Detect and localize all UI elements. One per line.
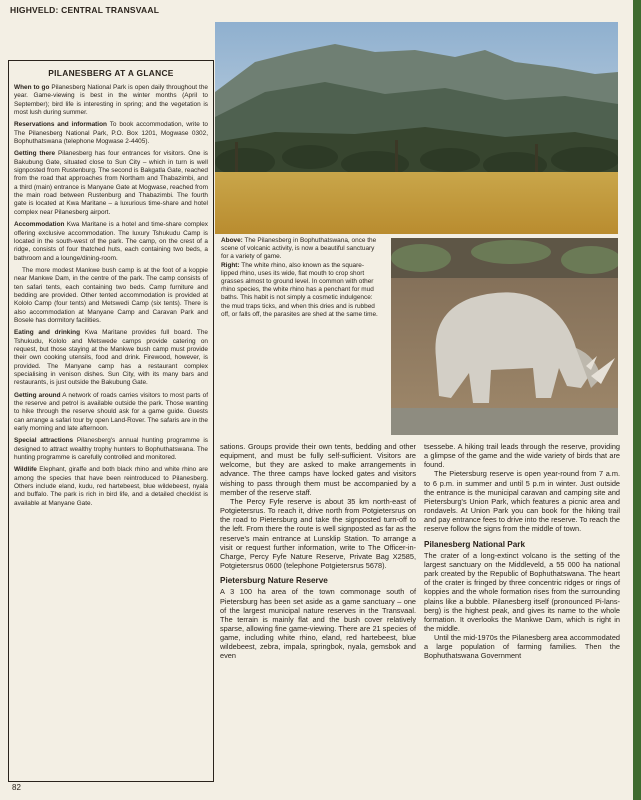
paragraph: Until the mid-1970s the Pilanesberg area accommodated a large population of farming families. Then the Bophuthatswana Government xyxy=(424,633,620,661)
photo-caption xyxy=(221,237,381,319)
sidebar-getting-around: Getting around A network of roads carries visitors to most parts of the reserve and petrol is available outside the park. Those wanting to hike through the reserve should ask for a game guide. Guests can arrange a safari tour by open Land-Rover. The safaris are in the early morning and late afternoon. xyxy=(14,391,208,433)
paragraph: The crater of a long-extinct volcano is the setting of the largest sanctuary on the Middleveld, a 55 000 ha national park created by the Republic of Bophuthatswana. The heart of the crater is fringed by three concentric ridges or rings of koppies and the whole formation rises from the surrounding plains like a bubble. Pilanesberg itself (pronounced Pi-lans-berg) is the highest peak, and gives its name to the whole formation. It overlooks the Mankwe Dam, which is right in the middle. xyxy=(424,550,620,633)
at-a-glance-sidebar xyxy=(8,60,214,782)
sidebar-reservations: Reservations and information To book accommodation, write to The Pilanesberg National Park, P.O. Box 1201, Mogwase 0302, Bophuthatswana (telephone Mogwase 2-4405). xyxy=(14,121,209,146)
sidebar-title: PILANESBERG AT A GLANCE xyxy=(48,68,174,78)
paragraph: The Percy Fyfe reserve is about 35 km north-east of Potgietersrus. To reach it, drive north from Potgietersrus on the road to Pietersburg and take the signposted turn-off to the left. From there the route is well signposted as far as the reserve's main entrance at Lunsklip Station. To arrange a visit or request further information, write to The Officer-in-Charge, Percy Fyfe Nature Reserve, Private Bag X2585, Potgietersrus 0600 (telephone Potgietersrus 5678). xyxy=(220,496,416,571)
paragraph: sations. Groups provide their own tents, bedding and other equipment, and must be fully self-sufficient. Visitors are welcome, but they are asked to make arrangements in advance. The three camps have locked gates and visitors wishing to pass through them must be accompanied by a member of the reserve staff. xyxy=(220,442,416,497)
edge-color-tab xyxy=(633,0,641,800)
caption-right-label: Right: xyxy=(221,261,240,269)
sidebar-getting-there: Getting there Pilanesberg has four entrances for visitors. One is Bakubung Gate, situated close to Sun City – which in turn is well signposted from Rustenburg. The second is Bakgatla Gate, reached from the road that approaches from Northam and Thabazimbi, and a third (main) entrance is Manyane Gate at Mogwase, reached from the main road between Rustenburg and Thabazimbi. The fourth gate is located at Kwa Maritane – a luxurious time-share and hotel complex near Pilanesberg airport. xyxy=(14,150,208,216)
page-number: 82 xyxy=(12,783,21,792)
body-column-right xyxy=(424,442,620,661)
sidebar-wildlife: Wildlife Elephant, giraffe and both black rhino and white rhino are among the species that have been reintroduced to Pilanesberg. Others include eland, kudu, red hartebeest, blue wildebeest, nyala and buffalo. The park is rich in bird life, and a detailed checklist is available at Manyane Gate. xyxy=(14,466,208,507)
body-column-middle xyxy=(220,442,416,661)
sidebar-eating-drinking: Eating and drinking Kwa Maritane provides full board. The Tshukudu, Kololo and Metswede camps provide catering on request, but those staying at the Mankwe bush camp must provide their own cooking utensils, food and drink. Firewood, however, is provided. The Manyane camp has a restaurant complex specialising in venison dishes. Sun City, with its many bars and restaurants, is just outside the Bakubung Gate. xyxy=(14,329,208,387)
sidebar-accommodation-cont: The more modest Mankwe bush camp is at the foot of a koppie near Mankwe Dam, in the centre of the park. The camp consists of ten safari tents, each containing two beds. Camp furniture and bedding are provided. Other tented accommodation is provided at Kololo Camp (four tents) and Metswedi Camp (six tents). There is also accommodation at Manyane Camp and Caravan Park and Bosele has dormitory facilities. xyxy=(14,266,208,324)
landscape-photo xyxy=(215,22,618,234)
section-heading-pietersburg: Pietersburg Nature Reserve xyxy=(220,576,328,586)
paragraph: tsessebe. A hiking trail leads through the reserve, providing a glimpse of the game and the wide variety of birds that are found. xyxy=(424,442,620,470)
caption-above-text: The Pilanesberg in Bophuthatswana, once the scene of volcanic activity, is now a beautiful sanctuary for a variety of game. xyxy=(221,237,377,261)
section-heading-pilanesberg: Pilanesberg National Park xyxy=(424,539,526,549)
sidebar-accommodation: Accommodation Kwa Maritane is a hotel and time-share complex offering exclusive accommodation. The luxury Tshukudu Camp is located in the south-west of the park. The camp, on the crest of a ridge, consists of four thatched huts, each containing two beds, a bathroom and a lounge/dining-room. xyxy=(14,221,208,262)
running-header: HIGHVELD: CENTRAL TRANSVAAL xyxy=(10,5,160,15)
white-rhino-photo xyxy=(391,238,618,435)
caption-right-text: The white rhino, also known as the square-lipped rhino, uses its wide, flat mouth to crop short grasses almost to ground level. In common with other rhino species, the white rhino has a penchant for mud baths. This habit is not simply a cosmetic indulgence: the mud traps ticks, and when this dries and is rubbed off, or falls off, the parasites are shed at the same time. xyxy=(221,261,378,318)
sidebar-special-attractions: Special attractions Pilanesberg's annual hunting programme is designed to attract wealthy trophy hunters to Bophuthatswana. The hunting programme is carefully controlled and monitored. xyxy=(14,437,208,462)
paragraph: The Pietersburg reserve is open year-round from 7 a.m. to 6 p.m. in summer and until 5 p.m in winter. Just outside the entrance is the municipal caravan and camping site and Pietersburg's Union Park, which features a picnic area and rondavels. At Union Park you can book for the hiking trail and pay entrance fees to drive into the reserve. To reach the reserve follow the signs from the middle of town. xyxy=(424,469,620,534)
caption-above-label: Above: xyxy=(221,237,243,244)
sidebar-when-to-go: When to go Pilanesberg National Park is open daily throughout the year. Game-viewing is best in the winter months (April to September); bird life is interesting in spring; and the vegetation is most lush during summer. xyxy=(14,84,208,117)
paragraph: A 3 100 ha area of the town commonage south of Pietersburg has been set aside as a game sanctuary – one of the largest municipal nature reserves in the Transvaal. The terrain is mainly flat and the bush cover relatively sparse, allowing fine game-viewing. There are 21 species of game, including white rhino, eland, red hartebeest, blue wildebeest, zebra, impala, springbok, nyala, gemsbok and even xyxy=(220,587,416,661)
